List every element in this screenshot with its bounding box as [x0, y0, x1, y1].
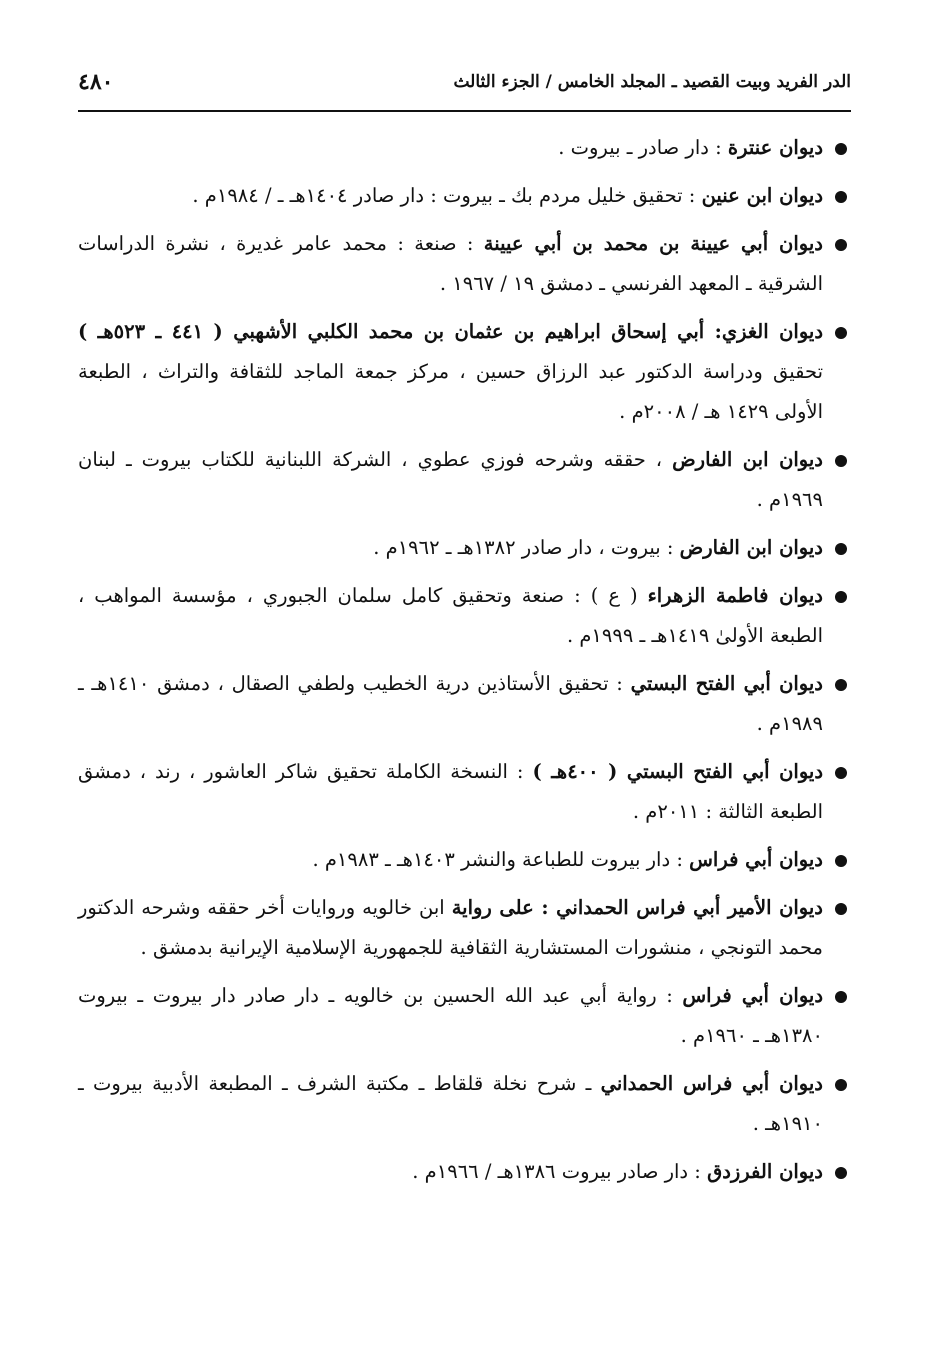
- entry-title: ديوان أبي الفتح البستي: [630, 672, 823, 695]
- bibliography-entry: [78, 752, 851, 832]
- bibliography-entry: [78, 976, 851, 1056]
- bibliography-entry: [78, 176, 851, 216]
- bibliography-entry: [78, 1152, 851, 1192]
- entry-text: : بيروت ، دار صادر ١٣٨٢هـ ـ ١٩٦٢م .: [373, 536, 680, 559]
- bibliography-entry: [78, 664, 851, 744]
- entry-title: ديوان عنترة: [727, 136, 823, 159]
- bullet-icon: [835, 767, 847, 779]
- bullet-icon: [835, 143, 847, 155]
- bullet-icon: [835, 991, 847, 1003]
- bibliography-entry: [78, 888, 851, 968]
- bibliography-entry: [78, 528, 851, 568]
- bullet-icon: [835, 543, 847, 555]
- bibliography-entry: [78, 576, 851, 656]
- entry-text: ، حققه وشرحه فوزي عطوي ، الشركة اللبنانية للكتاب بيروت ـ لبنان ١٩٦٩م .: [78, 448, 823, 511]
- page-header: [78, 62, 851, 102]
- bibliography-entry: [78, 1064, 851, 1144]
- running-title: الدر الفريد وبيت القصيد ـ المجلد الخامس / الجزء الثالث: [453, 72, 851, 92]
- bullet-icon: [835, 903, 847, 915]
- bullet-icon: [835, 455, 847, 467]
- bullet-icon: [835, 679, 847, 691]
- bullet-icon: [835, 591, 847, 603]
- entry-title: ديوان ابن عنين: [701, 184, 823, 207]
- entry-title: ديوان ابن الفارض: [679, 536, 823, 559]
- entry-text: : دار صادر ـ بيروت .: [558, 136, 728, 159]
- page-number: ٤٨٠: [78, 69, 114, 95]
- bibliography-list: [78, 128, 851, 1200]
- bibliography-entry: [78, 440, 851, 520]
- bullet-icon: [835, 191, 847, 203]
- bullet-icon: [835, 239, 847, 251]
- entry-text: : دار صادر بيروت ١٣٨٦هـ / ١٩٦٦م .: [412, 1160, 708, 1183]
- entry-title: ديوان أبي فراس: [682, 984, 824, 1007]
- entry-text: : تحقيق خليل مردم بك ـ بيروت : دار صادر ١٤٠٤هـ ـ / ١٩٨٤م .: [192, 184, 702, 207]
- bibliography-entry: [78, 224, 851, 304]
- entry-title: ديوان الغزي: أبي إسحاق ابراهيم بن عثمان بن محمد الكلبي الأشهبي ( ٤٤١ ـ ٥٢٣هـ ): [78, 320, 824, 343]
- bullet-icon: [835, 855, 847, 867]
- entry-title: ديوان الفرزدق: [707, 1160, 823, 1183]
- entry-text: تحقيق ودراسة الدكتور عبد الرزاق حسين ، مركز جمعة الماجد للثقافة والتراث ، الطبعة الأولى ١٤٢٩ هـ / ٢٠٠٨م .: [78, 360, 823, 423]
- bibliography-entry: [78, 128, 851, 168]
- entry-text: : صنعة : محمد عامر غديرة ، نشرة الدراسات الشرقية ـ المعهد الفرنسي ـ دمشق ١٩ / ١٩٦٧ .: [78, 232, 823, 295]
- entry-title: ديوان ابن الفارض: [672, 448, 823, 471]
- entry-title: ديوان الأمير أبي فراس الحمداني : على رواية: [451, 896, 823, 919]
- entry-text: : رواية أبي عبد الله الحسين بن خالويه ـ دار صادر دار بيروت ـ بيروت ١٣٨٠هـ ـ ١٩٦٠م .: [78, 984, 823, 1047]
- bullet-icon: [835, 1079, 847, 1091]
- entry-text: ( ع ) : صنعة وتحقيق كامل سلمان الجبوري ، مؤسسة المواهب ، الطبعة الأولىٰ ١٤١٩هـ ـ ١٩٩٩م .: [78, 584, 823, 647]
- bullet-icon: [835, 1167, 847, 1179]
- bibliography-entry: [78, 312, 851, 432]
- header-rule: [78, 110, 851, 112]
- entry-title: ديوان أبي فراس الحمداني: [600, 1072, 823, 1095]
- entry-text: : دار بيروت للطباعة والنشر ١٤٠٣هـ ـ ١٩٨٣م .: [312, 848, 690, 871]
- entry-text: ـ شرح نخلة قلقاط ـ مكتبة الشرف ـ المطبعة الأدبية بيروت ـ ١٩١٠هـ .: [78, 1072, 823, 1135]
- entry-text: ابن خالويه وروايات أخر حققه وشرحه الدكتور محمد التونجي ، منشورات المستشارية الثقافية للجمهورية الإسلامية الإيرانية بدمشق .: [78, 896, 823, 959]
- bibliography-entry: [78, 840, 851, 880]
- entry-text: : تحقيق الأستاذين درية الخطيب ولطفي الصقال ، دمشق ١٤١٠هـ ـ ١٩٨٩م .: [78, 672, 823, 735]
- entry-title: ديوان أبي عيينة بن محمد بن أبي عيينة: [483, 232, 823, 255]
- entry-text: : النسخة الكاملة تحقيق شاكر العاشور ، رند ، دمشق الطبعة الثالثة : ٢٠١١م .: [78, 760, 823, 823]
- entry-title: ديوان أبي فراس: [689, 848, 823, 871]
- bullet-icon: [835, 327, 847, 339]
- entry-title: ديوان فاطمة الزهراء: [647, 584, 823, 607]
- entry-title: ديوان أبي الفتح البستي ( ٤٠٠هـ ): [532, 760, 823, 783]
